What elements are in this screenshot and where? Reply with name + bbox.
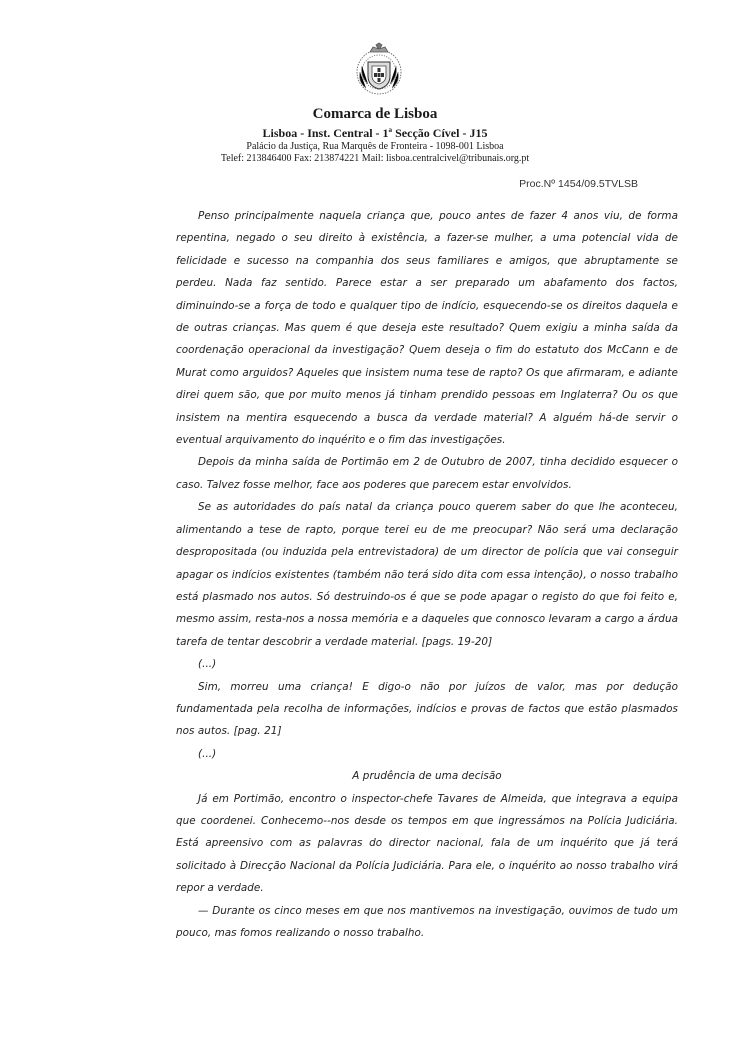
court-contact: Telef: 213846400 Fax: 213874221 Mail: lisboa.centralcivel@tribunais.org.pt (220, 153, 530, 164)
court-name: Comarca de Lisboa (312, 106, 438, 122)
process-number: Proc.Nº 1454/09.5TVLSB (519, 178, 638, 190)
paragraph: Se as autoridades do país natal da criança pouco querem saber do que lhe aconteceu, alimentando a tese de rapto, porque terei eu de me preocupar? Não será uma declaração despropositada (ou induzida pela entrevistadora) de um director de polícia que vai conseguir apagar os indícios existentes (também não terá sido dita com essa intenção), o nosso trabalho está plasmado nos autos. Só destruindo-os é que se pode apagar o registo do que foi feito e, mesmo assim, resta-nos a nossa memória e a daqueles que connosco levaram a cargo a árdua tarefa de tentar descobrir a verdade material. [pags. 19-20] (176, 501, 678, 648)
court-address: Palácio da Justiça, Rua Marquês de Fronteira - 1098-001 Lisboa (246, 141, 504, 152)
paragraph: Sim, morreu uma criança! E digo-o não por juízos de valor, mas por dedução fundamentada pela recolha de informações, indícios e provas de factos que estão plasmados nos autos. [pag. 21] (176, 680, 678, 738)
paragraph: Depois da minha saída de Portimão em 2 de Outubro de 2007, tinha decidido esquecer o caso. Talvez fosse melhor, face aos poderes que parecem estar envolvidos. (176, 456, 678, 491)
ellipsis: (...) (198, 658, 217, 671)
ellipsis: (...) (198, 747, 217, 760)
paragraph: — Durante os cinco meses em que nos mantivemos na investigação, ouvimos de tudo um pouco, mas fomos realizando o nosso trabalho. (176, 904, 678, 939)
court-section: Lisboa - Inst. Central - 1ª Secção Cível - J15 (262, 126, 488, 140)
coat-of-arms-emblem (352, 42, 406, 98)
document-body (176, 205, 678, 944)
paragraph: Penso principalmente naquela criança que, pouco antes de fazer 4 anos viu, de forma repentina, negado o seu direito à existência, a fazer-se mulher, a uma potencial vida de felicidade e sucesso na companhia dos seus familiares e amigos, que abruptamente se perdeu. Nada faz sentido. Parece estar a ser preparado um abafamento dos factos, diminuindo-se a força de todo e qualquer tipo de indício, esquecendo-se os direitos daquela e de outras crianças. Mas quem é que deseja este resultado? Quem exigiu a minha saída da coordenação operacional da investigação? Quem deseja o fim do estatuto dos McCann e de Murat como arguidos? Aqueles que insistem numa tese de rapto? Os que afirmaram, e adiante direi quem são, que por muito menos já tinham prendido pessoas em Inglaterra? Ou os que insistem na mentira esquecendo a busca da verdade material? A alguém há-de servir o eventual arquivamento do inquérito e o fim das investigações. (176, 210, 678, 447)
section-heading: A prudência de uma decisão (352, 770, 502, 783)
paragraph: Já em Portimão, encontro o inspector-chefe Tavares de Almeida, que integrava a equipa que coordenei. Conhecemo--nos desde os tempos em que ingressámos na Polícia Judiciária. Está apreensivo com as palavras do director nacional, fala de um inquérito que já terá solicitado à Direcção Nacional da Polícia Judiciária. Para ele, o inquérito ao nosso trabalho virá repor a verdade. (176, 792, 678, 895)
